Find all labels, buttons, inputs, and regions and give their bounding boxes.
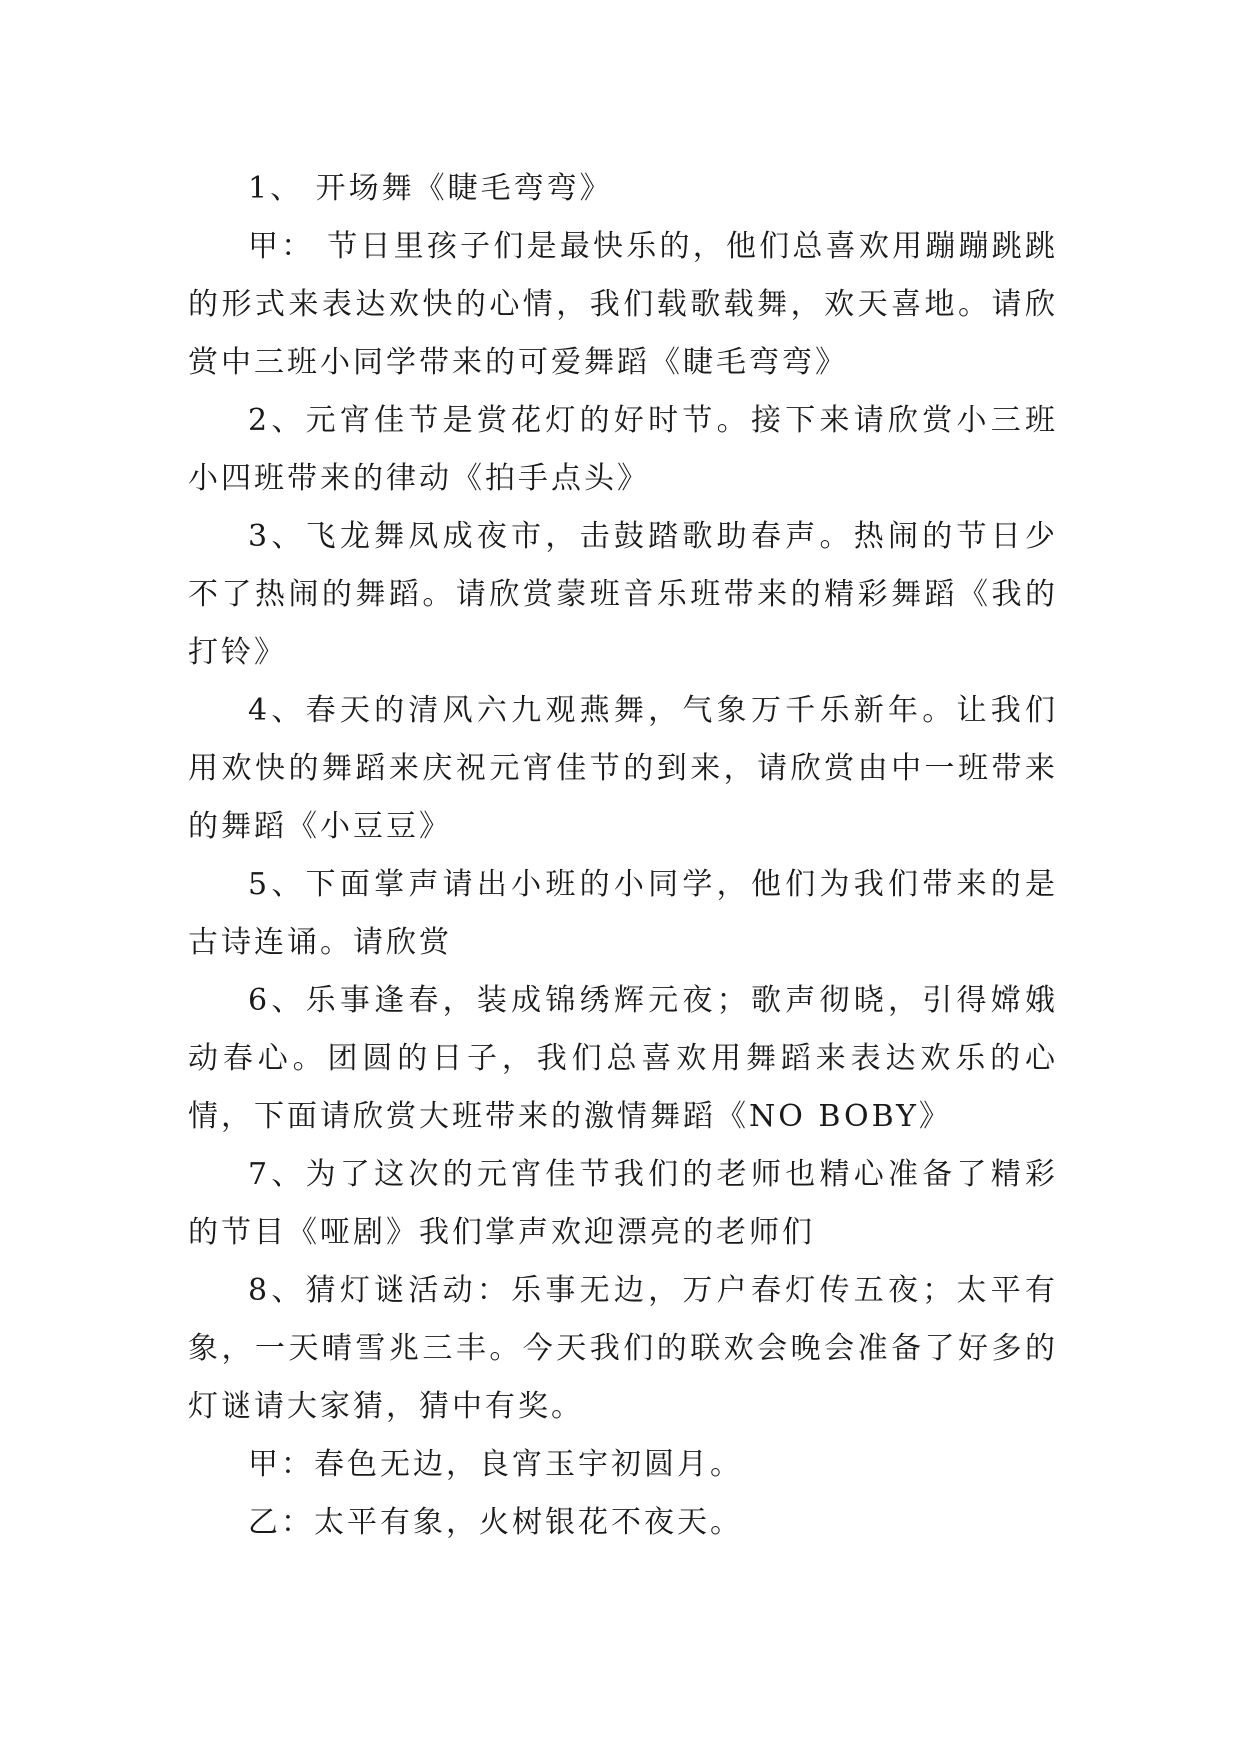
paragraph-item-4: 4、春天的清风六九观燕舞，气象万千乐新年。让我们用欢快的舞蹈来庆祝元宵佳节的到来，请欣赏由中一班带来的舞蹈《小豆豆》 <box>188 693 1058 844</box>
paragraph-item-7: 7、为了这次的元宵佳节我们的老师也精心准备了精彩的节目《哑剧》我们掌声欢迎漂亮的老师们 <box>188 1157 1058 1250</box>
paragraph-item-6: 6、乐事逢春，装成锦绣辉元夜；歌声彻晓，引得嫦娥动春心。团圆的日子，我们总喜欢用舞蹈来表达欢乐的心情，下面请欣赏大班带来的激情舞蹈《NO BOBY》 <box>188 983 1058 1134</box>
paragraph-host-jia-intro: 甲： 节日里孩子们是最快乐的，他们总喜欢用蹦蹦跳跳的形式来表达欢快的心情，我们载歌载舞，欢天喜地。请欣赏中三班小同学带来的可爱舞蹈《睫毛弯弯》 <box>188 229 1058 380</box>
paragraph-host-jia: 甲：春色无边，良宵玉宇初圆月。 <box>248 1447 743 1482</box>
document-body <box>188 160 1058 1552</box>
paragraph-host-yi: 乙：太平有象，火树银花不夜天。 <box>248 1505 743 1540</box>
paragraph-item-2: 2、元宵佳节是赏花灯的好时节。接下来请欣赏小三班小四班带来的律动《拍手点头》 <box>188 403 1058 496</box>
paragraph-item-3: 3、飞龙舞凤成夜市，击鼓踏歌助春声。热闹的节日少不了热闹的舞蹈。请欣赏蒙班音乐班带来的精彩舞蹈《我的打铃》 <box>188 519 1058 670</box>
paragraph-item-8: 8、猜灯谜活动：乐事无边，万户春灯传五夜；太平有象，一天晴雪兆三丰。今天我们的联欢会晚会准备了好多的灯谜请大家猜，猜中有奖。 <box>188 1273 1058 1424</box>
paragraph-opening-dance: 1、 开场舞《睫毛弯弯》 <box>248 171 613 206</box>
paragraph-item-5: 5、下面掌声请出小班的小同学，他们为我们带来的是古诗连诵。请欣赏 <box>188 867 1058 960</box>
